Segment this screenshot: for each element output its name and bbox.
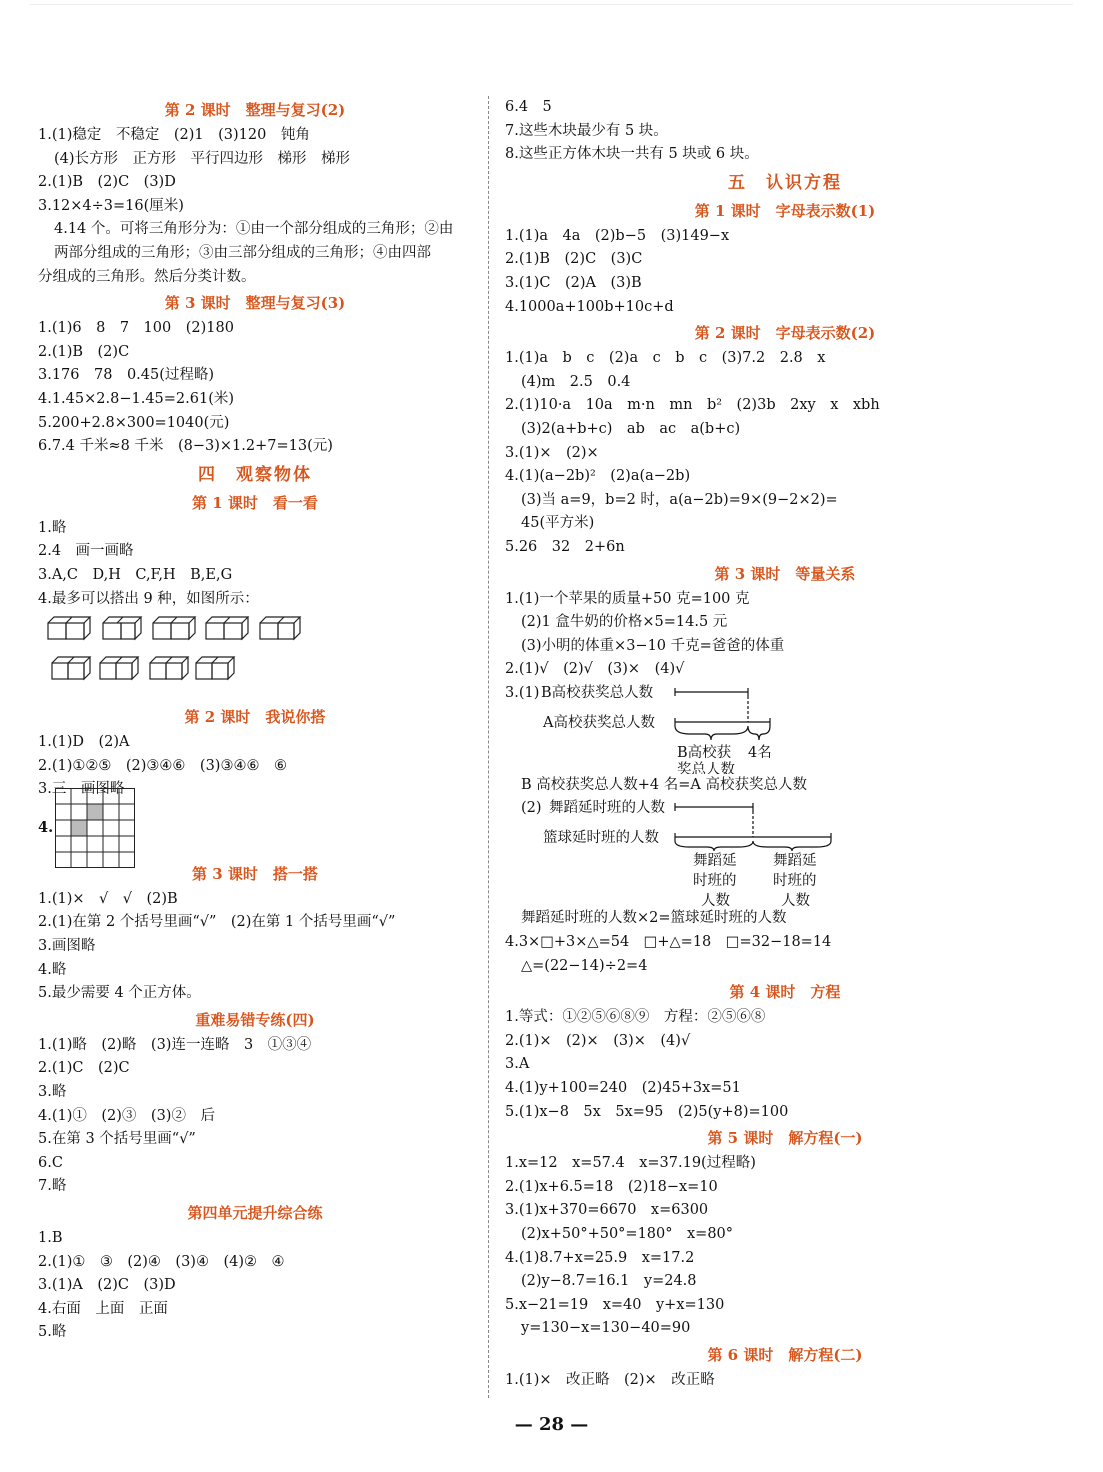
answer-line: 1.x=12 x=57.4 x=37.19(过程略) (505, 1155, 756, 1172)
answer-line: 3.A,C D,H C,F,H B,E,G (38, 566, 233, 583)
diagram-label: B高校获奖总人数 (541, 684, 654, 701)
section-heading: 第 3 课时 等量关系 (714, 564, 856, 583)
right-column (505, 96, 1065, 1393)
unit-heading: 四 观察物体 (198, 464, 312, 485)
answer-line: 4.(1)① (2)③ (3)② 后 (38, 1107, 215, 1124)
diagram-label: 时班的 (693, 873, 737, 890)
answer-line: 2.(1)①②⑤ (2)③④⑥ (3)③④⑥ ⑥ (38, 757, 287, 774)
equation-line: 舞蹈延时班的人数×2=篮球延时班的人数 (521, 910, 787, 927)
answer-line: (4)长方形 正方形 平行四边形 梯形 梯形 (54, 150, 351, 167)
unit-heading: 五 认识方程 (728, 172, 842, 193)
answer-line: 1.(1)× 改正略 (2)× 改正略 (505, 1371, 715, 1388)
answer-list (505, 347, 1065, 559)
answer-line: 6.4 5 (505, 99, 552, 115)
answer-list (38, 517, 472, 611)
diagram-label: 4名 (748, 744, 772, 761)
answer-line: 2.(1)x+6.5=18 (2)18−x=10 (505, 1178, 718, 1195)
answer-line: 4.右面 上面 正面 (38, 1300, 168, 1317)
page-number: — 28 — (514, 1414, 589, 1435)
answer-line: 4.略 (38, 961, 67, 978)
section-heading: 第 3 课时 整理与复习(3) (164, 294, 346, 313)
answer-line: 4.最多可以搭出 9 种，如图所示： (38, 590, 259, 607)
answer-line: 2.(1)B (2)C (3)D (38, 174, 176, 191)
section-heading: 第 1 课时 看一看 (192, 493, 318, 512)
answer-line: 4.(1)y+100=240 (2)45+3x=51 (505, 1080, 741, 1097)
answer-line: (2)y−8.7=16.1 y=24.8 (521, 1273, 697, 1290)
answer-line: 3.(1)x+370=6670 x=6300 (505, 1202, 709, 1219)
answer-line: 7.这些木块最少有 5 块。 (505, 122, 668, 139)
answer-line: 1.(1)D (2)A (38, 734, 130, 751)
answer-line: 2.(1)B (2)C (3)C (505, 251, 643, 268)
diagram-label: 3.(1) (505, 684, 540, 701)
grid-question (38, 802, 472, 854)
answer-line: 2.(1)C (2)C (38, 1060, 130, 1077)
section-heading: 重难易错专练(四) (195, 1010, 315, 1029)
diagram-label: 舞蹈延 (773, 853, 817, 870)
diagram-label: 舞蹈延时班的人数 (549, 800, 665, 817)
answer-list (38, 1227, 472, 1345)
answer-line: 两部分组成的三角形；③由三部分组成的三角形；④由四部 (54, 244, 431, 261)
section-heading: 第四单元提升综合练 (187, 1204, 323, 1222)
answer-list (505, 96, 1065, 167)
answer-line: 8.这些正方体木块一共有 5 块或 6 块。 (505, 146, 759, 163)
segment-diagram (505, 797, 1065, 907)
left-column (38, 96, 472, 1345)
answer-list (38, 317, 472, 459)
answer-line: 2.(1)在第 2 个括号里画“√” (2)在第 1 个括号里画“√” (38, 914, 396, 931)
answer-line: 2.(1)10·a 10a m·n mn b² (2)3b 2xy x xbh (505, 397, 880, 414)
answer-line: 1.(1)一个苹果的质量+50 克=100 克 (505, 590, 750, 607)
section-heading: 第 3 课时 搭一搭 (192, 864, 318, 883)
answer-list (505, 1152, 1065, 1341)
answer-line: 5.最少需要 4 个正方体。 (38, 985, 201, 1002)
answer-line: 4.(1)8.7+x=25.9 x=17.2 (505, 1249, 695, 1266)
answer-line: 2.(1)√ (2)√ (3)× (4)√ (505, 661, 685, 678)
answer-line: 3.A (505, 1056, 530, 1073)
answer-line: (3)小明的体重×3−10 千克=爸爸的体重 (521, 637, 785, 654)
answer-list (505, 225, 1065, 319)
answer-line: 4.(1)(a−2b)² (2)a(a−2b) (505, 468, 691, 485)
diagram-label: 篮球延时班的人数 (543, 830, 659, 847)
answer-line: 4.1.45×2.8−1.45=2.61(米) (38, 390, 235, 407)
answer-line: (2)x+50°+50°=180° x=80° (521, 1226, 734, 1242)
diagram-label: A高校获奖总人数 (543, 714, 655, 731)
section-heading: 第 2 课时 整理与复习(2) (164, 101, 346, 119)
answer-line: 3.(1)C (2)A (3)B (505, 274, 642, 291)
answer-line: 1.略 (38, 519, 67, 536)
answer-line: 3.(1)A (2)C (3)D (38, 1277, 176, 1294)
cube-figures (38, 611, 472, 703)
answer-line: 1.(1)略 (2)略 (3)连一连略 3 ①③④ (38, 1036, 312, 1053)
answer-list (505, 931, 1065, 978)
answer-list (505, 588, 1065, 682)
section-heading: 第 6 课时 解方程(二) (707, 1345, 863, 1364)
equation-line: B 高校获奖总人数+4 名=A 高校获奖总人数 (521, 776, 807, 793)
column-divider (488, 96, 489, 1398)
answer-line: 1.(1)a 4a (2)b−5 (3)149−x (505, 227, 730, 244)
diagram-label: 舞蹈延 (693, 853, 737, 870)
answer-list (505, 1006, 1065, 1124)
answer-list (38, 1034, 472, 1199)
diagram-label: 人数 (781, 893, 810, 908)
answer-line: 5.x−21=19 x=40 y+x=130 (505, 1296, 725, 1313)
question-number: 4. (38, 819, 54, 837)
answer-line: 2.(1)① ③ (2)④ (3)④ (4)② ④ (38, 1253, 285, 1270)
line-diagram-1 (505, 682, 1065, 774)
answer-line: 6.C (38, 1154, 63, 1171)
diagram-label: 时班的 (773, 873, 817, 890)
answer-line: 4.1000a+100b+10c+d (505, 298, 674, 315)
diagram-label: 人数 (701, 893, 730, 908)
cube-stack-illustration (38, 611, 338, 701)
answer-line: 2.4 画一画略 (38, 543, 134, 560)
diagram-label: 奖总人数 (677, 761, 735, 774)
answer-list (38, 124, 472, 289)
answer-line: 3.三 画图略 (38, 781, 125, 798)
answer-line: 1.(1)a b c (2)a c b c (3)7.2 2.8 x (505, 350, 826, 367)
answer-line: 3.画图略 (38, 938, 96, 955)
answer-line: 7.略 (38, 1178, 67, 1195)
answer-line: (3)2(a+b+c) ab ac a(b+c) (521, 420, 741, 437)
segment-diagram (505, 682, 1065, 774)
answer-line: 分组成的三角形。然后分类计数。 (38, 268, 256, 285)
answer-line: 5.200+2.8×300=1040(元) (38, 414, 230, 431)
diagram-label: B高校获 (677, 744, 732, 761)
line-diagram-2 (505, 797, 1065, 907)
answer-line: 5.略 (38, 1324, 67, 1341)
answer-line: 2.(1)B (2)C (38, 343, 130, 360)
answer-line: 3.176 78 0.45(过程略) (38, 367, 215, 384)
answer-line: (4)m 2.5 0.4 (521, 373, 631, 390)
answer-line: 1.(1)6 8 7 100 (2)180 (38, 320, 234, 337)
answer-line: (3)当 a=9，b=2 时，a(a−2b)=9×(9−2×2)= (521, 491, 838, 508)
grid-drawing (55, 788, 135, 868)
answer-line: 5.26 32 2+6n (505, 538, 625, 555)
section-heading: 第 1 课时 字母表示数(1) (694, 201, 876, 220)
answer-line: 1.(1)稳定 不稳定 (2)1 (3)120 钝角 (38, 127, 310, 143)
answer-line: 1.(1)× √ √ (2)B (38, 890, 178, 907)
answer-line: 1.等式：①②⑤⑥⑧⑨ 方程：②⑤⑥⑧ (505, 1009, 766, 1026)
answer-line: 5.(1)x−8 5x 5x=95 (2)5(y+8)=100 (505, 1103, 789, 1120)
answer-line: 4.14 个。可将三角形分为：①由一个部分组成的三角形；②由 (54, 221, 454, 238)
answer-list (38, 888, 472, 1006)
answer-line: 4.3×□+3×△=54 □+△=18 □=32−18=14 (505, 934, 832, 951)
answer-line: y=130−x=130−40=90 (521, 1320, 691, 1337)
top-rule (30, 4, 1073, 6)
section-heading: 第 5 课时 解方程(一) (707, 1129, 863, 1148)
answer-line: 5.在第 3 个括号里画“√” (38, 1131, 196, 1148)
diagram-label: (2) (521, 800, 542, 817)
section-heading: 第 4 课时 方程 (729, 983, 841, 1002)
answer-line: △=(22−14)÷2=4 (521, 957, 648, 974)
answer-line: 1.B (38, 1230, 63, 1246)
answer-line: 3.12×4÷3=16(厘米) (38, 197, 184, 214)
answer-list (505, 1369, 1065, 1393)
answer-line: 45(平方米) (521, 515, 595, 532)
section-heading: 第 2 课时 我说你搭 (184, 708, 326, 727)
answer-line: 6.7.4 千米≈8 千米 (8−3)×1.2+7=13(元) (38, 438, 333, 455)
answer-line: 3.略 (38, 1084, 67, 1101)
answer-line: (2)1 盒牛奶的价格×5=14.5 元 (521, 614, 728, 631)
answer-line: 3.(1)× (2)× (505, 444, 599, 461)
answer-line: 2.(1)× (2)× (3)× (4)√ (505, 1032, 691, 1049)
section-heading: 第 2 课时 字母表示数(2) (694, 324, 876, 343)
